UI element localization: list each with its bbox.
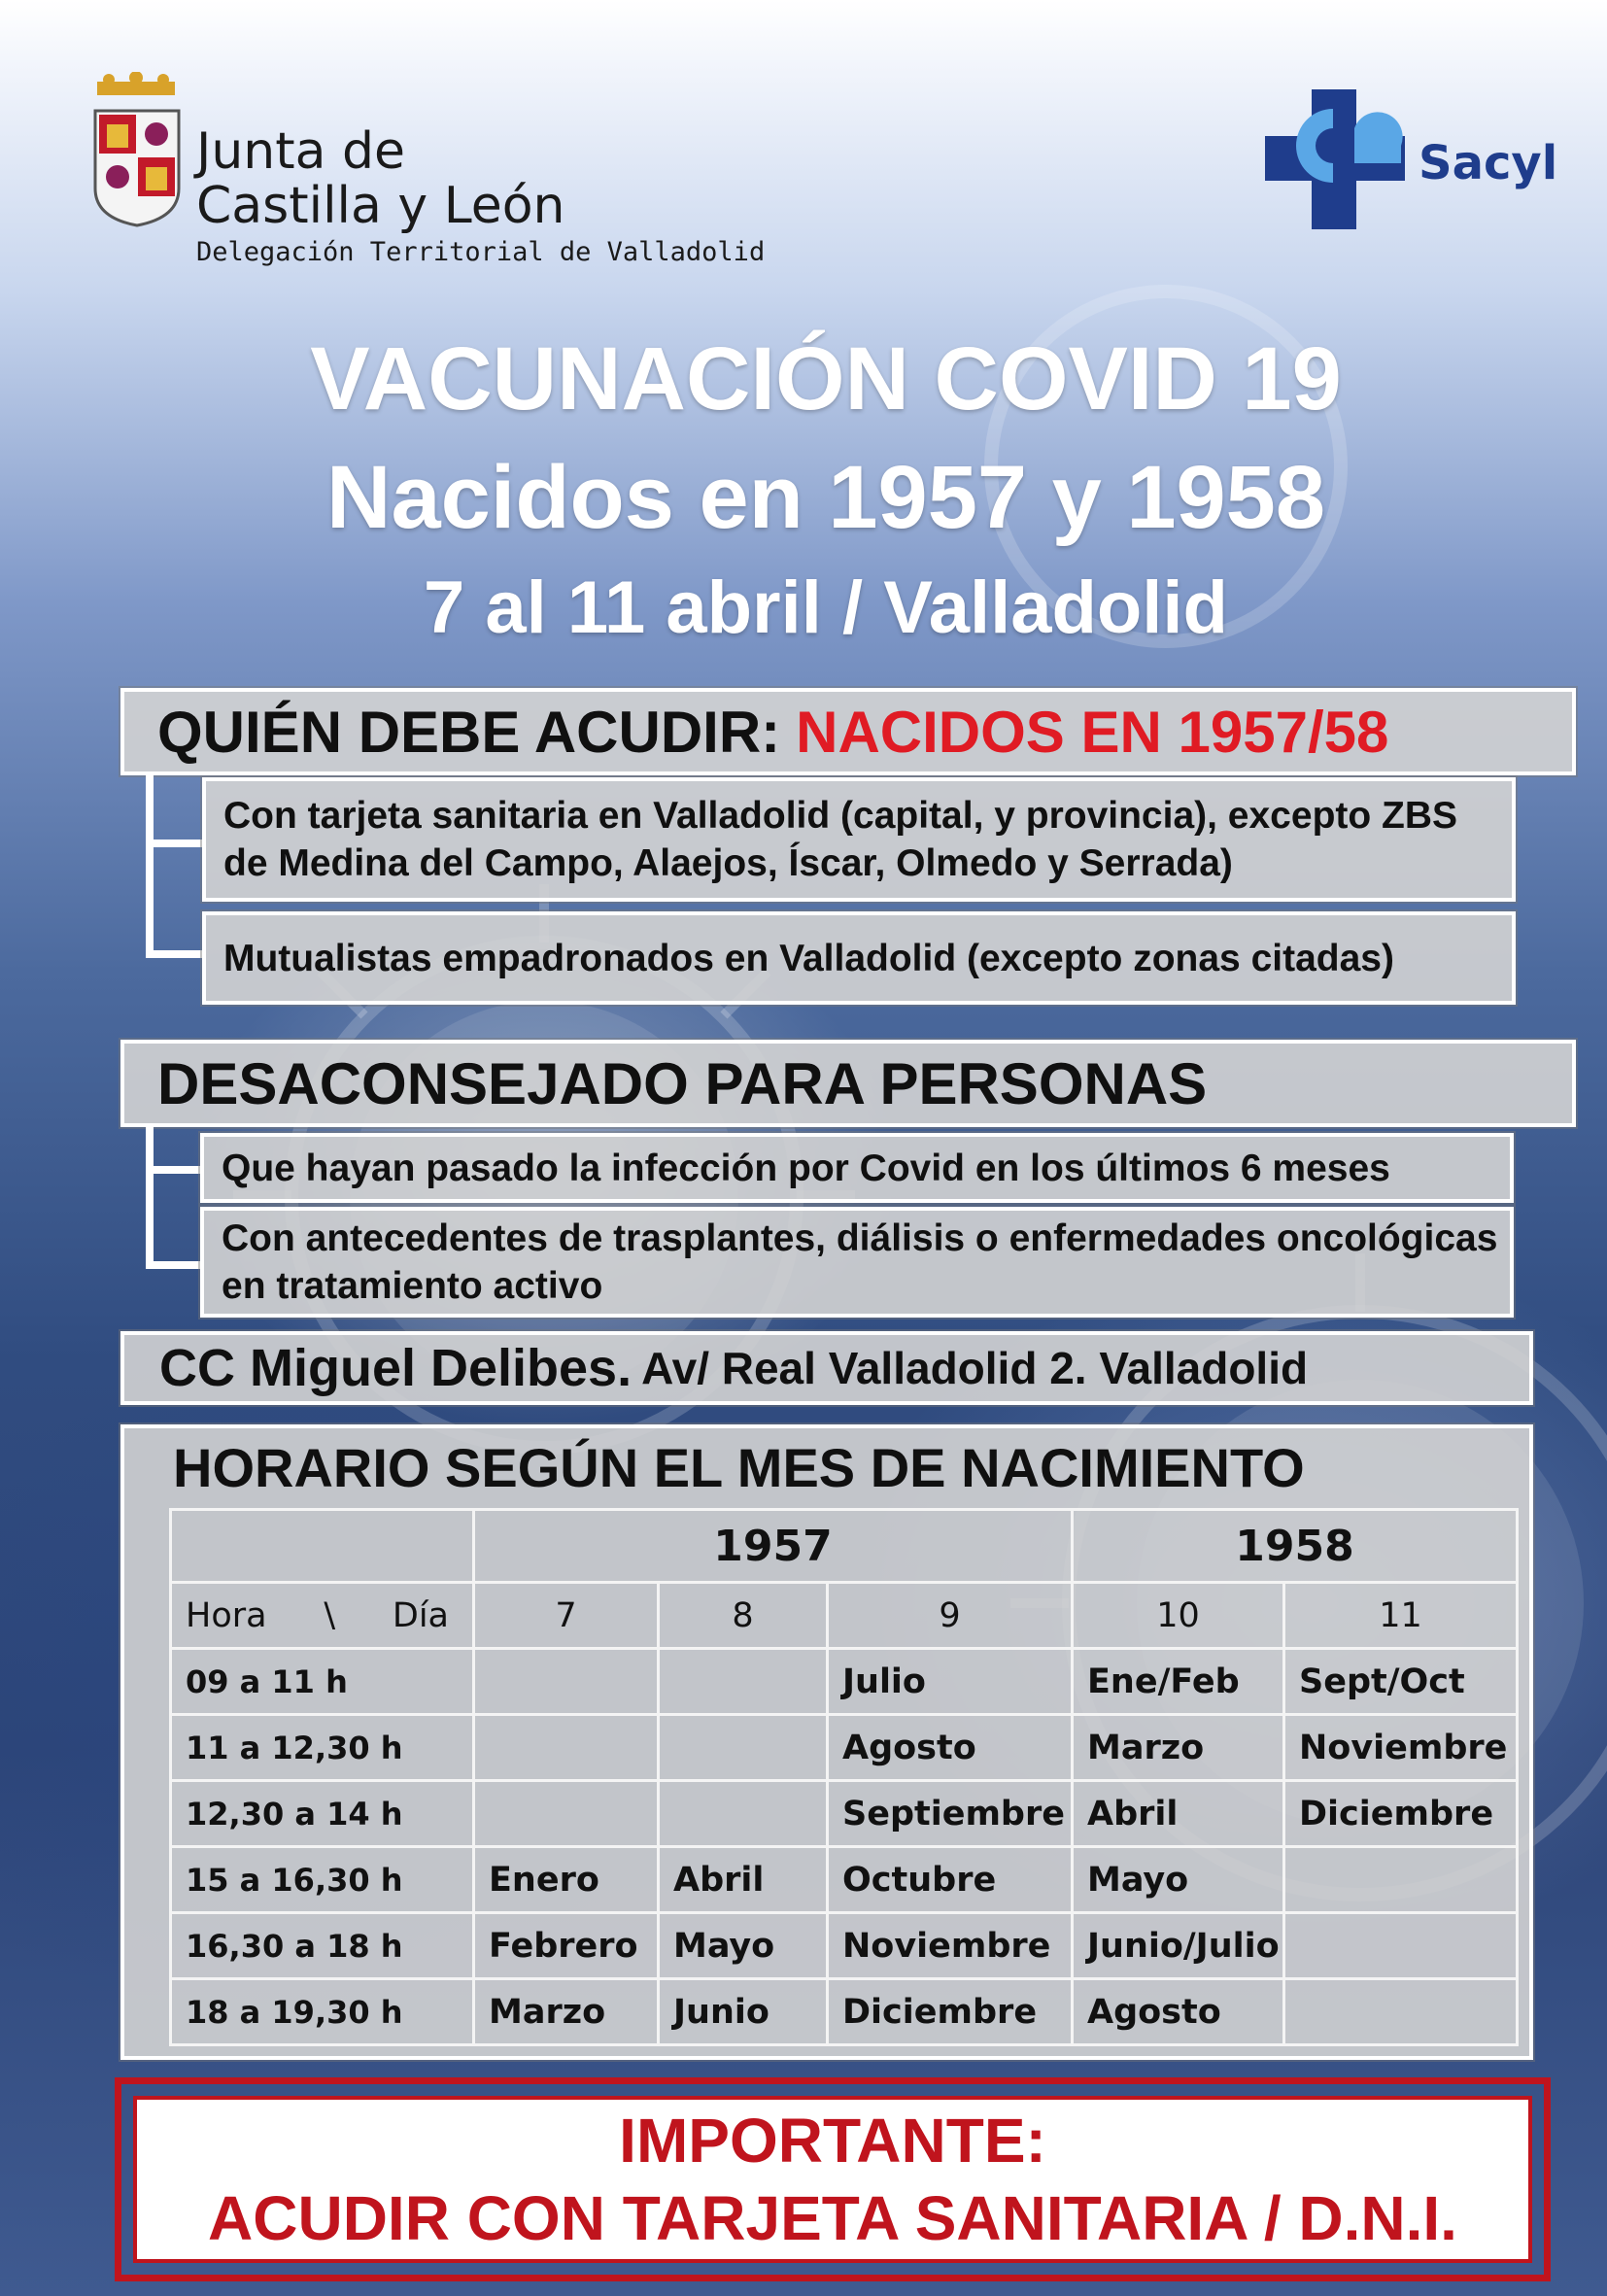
page-subtitle: Nacidos en 1957 y 1958 [326, 448, 1325, 547]
corner-hour-label: Hora [186, 1595, 267, 1635]
hour-cell: 11 a 12,30 h [171, 1715, 474, 1781]
table-row [171, 1781, 1518, 1847]
location-name: CC Miguel Delibes. [159, 1339, 633, 1397]
sacyl-brand-name: Sacyl [1419, 136, 1558, 190]
month-cell: Julio [828, 1649, 1073, 1715]
month-cell: Abril [659, 1847, 828, 1913]
day-header: 9 [828, 1583, 1073, 1649]
discouraged-item-1-text: Que hayan pasado la infección por Covid en los últimos 6 meses [222, 1147, 1390, 1189]
table-row [171, 1715, 1518, 1781]
schedule-year-row [171, 1510, 1518, 1583]
month-cell: Noviembre [828, 1913, 1073, 1979]
month-cell [474, 1781, 659, 1847]
hour-cell: 15 a 16,30 h [171, 1847, 474, 1913]
month-cell [1284, 1913, 1518, 1979]
who-heading-box [120, 688, 1576, 775]
corner-day-label: Día [392, 1595, 449, 1635]
location-address: Av/ Real Valladolid 2. Valladolid [641, 1343, 1309, 1393]
month-cell [659, 1715, 828, 1781]
sacyl-cross-icon [1265, 89, 1411, 235]
year-1957: 1957 [474, 1510, 1073, 1583]
month-cell: Marzo [474, 1979, 659, 2045]
important-label: IMPORTANTE: [619, 2106, 1046, 2176]
page-dates: 7 al 11 abril / Valladolid [424, 566, 1228, 649]
month-cell: Septiembre [828, 1781, 1073, 1847]
who-item-1-text: Con tarjeta sanitaria en Valladolid (capital, y provincia), excepto ZBS de Medina del Campo, Alaejos, Íscar, Olmedo y Serrada) [223, 795, 1458, 884]
corner-separator: \ [324, 1595, 336, 1635]
month-cell: Junio [659, 1979, 828, 2045]
month-cell [474, 1715, 659, 1781]
month-cell: Mayo [1073, 1847, 1284, 1913]
month-cell: Marzo [1073, 1715, 1284, 1781]
who-bracket [146, 771, 204, 958]
schedule-table [169, 1508, 1519, 2046]
month-cell [659, 1781, 828, 1847]
organization-logo-text [196, 124, 765, 267]
month-cell: Enero [474, 1847, 659, 1913]
hour-cell: 16,30 a 18 h [171, 1913, 474, 1979]
month-cell: Sept/Oct [1284, 1649, 1518, 1715]
day-header: 8 [659, 1583, 828, 1649]
schedule-day-row [171, 1583, 1518, 1649]
discouraged-heading-box [120, 1040, 1576, 1127]
hour-cell: 12,30 a 14 h [171, 1781, 474, 1847]
year-corner-cell [171, 1510, 474, 1583]
discouraged-bracket [146, 1123, 204, 1269]
month-cell: Junio/Julio [1073, 1913, 1284, 1979]
org-name-line2: Castilla y León [196, 177, 565, 235]
day-header: 7 [474, 1583, 659, 1649]
month-cell: Febrero [474, 1913, 659, 1979]
discouraged-heading: DESACONSEJADO PARA PERSONAS [157, 1050, 1208, 1116]
year-1958: 1958 [1073, 1510, 1518, 1583]
day-header: 11 [1284, 1583, 1518, 1649]
month-cell: Ene/Feb [1073, 1649, 1284, 1715]
who-heading: QUIÉN DEBE ACUDIR: [157, 699, 781, 765]
month-cell: Diciembre [828, 1979, 1073, 2045]
month-cell: Diciembre [1284, 1781, 1518, 1847]
month-cell: Agosto [828, 1715, 1073, 1781]
table-row [171, 1979, 1518, 2045]
org-subtitle: Delegación Territorial de Valladolid [196, 237, 766, 267]
table-row [171, 1913, 1518, 1979]
who-bracket-tick [146, 840, 204, 847]
month-cell: Agosto [1073, 1979, 1284, 2045]
important-message: ACUDIR CON TARJETA SANITARIA / D.N.I. [208, 2183, 1457, 2253]
hour-day-corner-cell [171, 1583, 474, 1649]
table-row [171, 1649, 1518, 1715]
discouraged-item-2 [200, 1207, 1514, 1318]
location-box [120, 1331, 1533, 1405]
month-cell: Noviembre [1284, 1715, 1518, 1781]
day-header: 10 [1073, 1583, 1284, 1649]
coat-of-arms-icon [89, 72, 187, 227]
hour-cell: 09 a 11 h [171, 1649, 474, 1715]
discouraged-bracket-tick [146, 1166, 204, 1174]
page-title: VACUNACIÓN COVID 19 [310, 329, 1342, 428]
hour-cell: 18 a 19,30 h [171, 1979, 474, 2045]
schedule-title: HORARIO SEGÚN EL MES DE NACIMIENTO [173, 1437, 1305, 1498]
month-cell [1284, 1979, 1518, 2045]
month-cell: Octubre [828, 1847, 1073, 1913]
important-notice [115, 2077, 1551, 2281]
who-item-2 [202, 911, 1516, 1005]
discouraged-item-2-text: Con antecedentes de trasplantes, diálisis o enfermedades oncológicas en tratamiento activo [222, 1217, 1498, 1307]
who-heading-highlight: NACIDOS EN 1957/58 [796, 699, 1389, 765]
month-cell [1284, 1847, 1518, 1913]
who-item-1 [202, 777, 1516, 902]
month-cell [659, 1649, 828, 1715]
discouraged-item-1 [200, 1133, 1514, 1203]
table-row [171, 1847, 1518, 1913]
month-cell [474, 1649, 659, 1715]
month-cell: Mayo [659, 1913, 828, 1979]
who-item-2-text: Mutualistas empadronados en Valladolid (excepto zonas citadas) [223, 937, 1394, 979]
month-cell: Abril [1073, 1781, 1284, 1847]
important-notice-inner [133, 2096, 1532, 2263]
org-name-line1: Junta de [196, 122, 406, 181]
